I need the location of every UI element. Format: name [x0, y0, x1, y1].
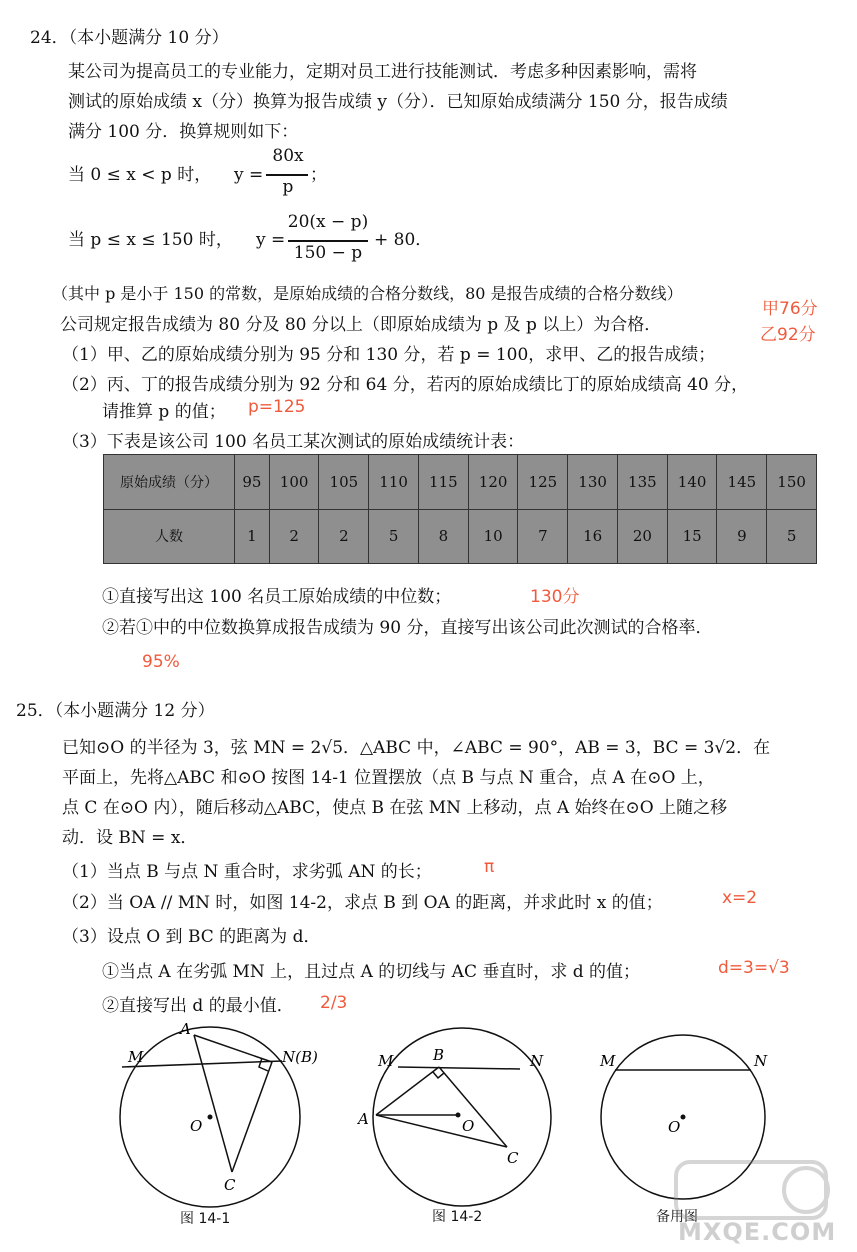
- fig2-side-ab: [376, 1067, 439, 1115]
- count-cell: 16: [568, 509, 618, 564]
- rule1-suffix: ；: [310, 165, 327, 185]
- fig2-chord-mn: [398, 1067, 520, 1069]
- fig2-label-o: O: [462, 1117, 475, 1135]
- answer-arc-length: π: [484, 857, 495, 877]
- q25-header: 25．（本小题满分 12 分）: [16, 701, 215, 721]
- fig2-label-m: M: [378, 1052, 394, 1070]
- fig2-caption: 图 14-2: [432, 1209, 483, 1225]
- count-cell: 7: [518, 509, 568, 564]
- count-cell: 15: [667, 509, 717, 564]
- fig1-label-a: A: [180, 1020, 191, 1038]
- count-cell: 8: [418, 509, 468, 564]
- fig2-label-b: B: [433, 1046, 445, 1064]
- q24-part1: （1）甲、乙的原始成绩分别为 95 分和 130 分，若 p = 100，求甲、乙的报告成绩；: [62, 345, 716, 365]
- q24-part3-sub2: ②若①中的中位数换算成报告成绩为 90 分，直接写出该公司此次测试的合格率．: [102, 618, 713, 638]
- score-cell: 120: [468, 455, 518, 510]
- fig1-label-c: C: [224, 1176, 236, 1194]
- q25-line4: 动．设 BN = x．: [62, 828, 198, 848]
- answer-d: d=3=√3: [718, 958, 790, 978]
- q25-line3: 点 C 在⊙O 内），随后移动△ABC，使点 B 在弦 MN 上移动，点 A 始终在⊙O 上随之移: [62, 798, 728, 818]
- q24-part3-sub1: ①直接写出这 100 名员工原始成绩的中位数；: [102, 587, 452, 607]
- fig2-center-dot: [456, 1113, 461, 1118]
- answer-yi: 乙92分: [760, 325, 816, 345]
- rule1-denominator: p: [282, 177, 294, 197]
- rule2-numerator: 20(x − p): [287, 212, 369, 232]
- q24-intro-line1: 某公司为提高员工的专业能力，定期对员工进行技能测试．考虑多种因素影响，需将: [68, 62, 697, 82]
- rule2-y: y =: [256, 230, 286, 250]
- fig2-side-ac: [376, 1115, 507, 1147]
- q25-line1: 已知⊙O 的半径为 3，弦 MN = 2√5．△ABC 中，∠ABC = 90°，AB = 3，BC = 3√2．在: [62, 738, 771, 758]
- score-cell: 110: [369, 455, 419, 510]
- fig1-center-dot: [208, 1115, 213, 1120]
- answer-x: x=2: [722, 888, 758, 908]
- rule2-denominator: 150 − p: [293, 243, 363, 263]
- watermark-text: MXQE.COM: [678, 1218, 837, 1246]
- score-cell: 150: [767, 455, 817, 510]
- fig3-label-n: N: [754, 1052, 768, 1070]
- count-cell: 20: [617, 509, 667, 564]
- score-row: [104, 455, 817, 510]
- fig2-right-angle-mark: [433, 1072, 444, 1078]
- score-cell: 130: [568, 455, 618, 510]
- fig2-side-bc: [439, 1067, 507, 1147]
- fig1-side-bc: [232, 1062, 272, 1172]
- q24-part3: （3）下表是该公司 100 名员工某次测试的原始成绩统计表：: [62, 432, 525, 452]
- count-row-label: 人数: [104, 509, 235, 564]
- answer-rate: 95%: [142, 652, 180, 672]
- count-cell: 5: [369, 509, 419, 564]
- watermark-logo: [656, 1158, 851, 1248]
- answer-d-min: 2/3: [320, 993, 348, 1013]
- rule1-y: y =: [234, 165, 264, 185]
- score-cell: 145: [717, 455, 767, 510]
- count-cell: 1: [235, 509, 270, 564]
- fig2-label-n: N: [530, 1052, 544, 1070]
- rule2-suffix: + 80．: [374, 230, 433, 250]
- q24-part2-line2: 请推算 p 的值；: [102, 402, 226, 422]
- count-cell: 10: [468, 509, 518, 564]
- fig1-side-ac: [194, 1035, 232, 1172]
- q24-note: （其中 p 是小于 150 的常数，是原始成绩的合格分数线，80 是报告成绩的合格分数线）: [52, 284, 683, 303]
- fig1-label-o: O: [190, 1117, 203, 1135]
- q25-part2: （2）当 OA // MN 时，如图 14-2，求点 B 到 OA 的距离，并求此时 x 的值；: [62, 893, 663, 913]
- count-cell: 2: [319, 509, 369, 564]
- q24-header: 24．（本小题满分 10 分）: [30, 28, 229, 48]
- fig3-caption: 备用图: [656, 1209, 698, 1225]
- q25-part3-sub2: ②直接写出 d 的最小值．: [102, 996, 294, 1016]
- q25-part3-sub1: ①当点 A 在劣弧 MN 上，且过点 A 的切线与 AC 垂直时，求 d 的值；: [102, 962, 641, 982]
- fig3-center-dot: [681, 1115, 686, 1120]
- rule2-condition: 当 p ≤ x ≤ 150 时，: [68, 230, 233, 250]
- score-cell: 100: [269, 455, 319, 510]
- count-row: [104, 509, 817, 564]
- fig2-label-c: C: [507, 1149, 519, 1167]
- count-cell: 9: [717, 509, 767, 564]
- score-cell: 125: [518, 455, 568, 510]
- fig1-caption: 图 14-1: [180, 1211, 231, 1227]
- score-cell: 105: [319, 455, 369, 510]
- rule2-fraction-bar: [288, 240, 368, 242]
- q25-part1: （1）当点 B 与点 N 重合时，求劣弧 AN 的长；: [62, 862, 432, 882]
- q24-intro-line3: 满分 100 分．换算规则如下：: [68, 122, 299, 142]
- q24-rule3: 公司规定报告成绩为 80 分及 80 分以上（即原始成绩为 p 及 p 以上）为合格．: [60, 315, 662, 335]
- watermark-circle-icon: [784, 1168, 828, 1212]
- count-cell: 2: [269, 509, 319, 564]
- score-cell: 140: [667, 455, 717, 510]
- count-cell: 5: [767, 509, 817, 564]
- rule1-condition: 当 0 ≤ x < p 时，: [68, 165, 212, 185]
- q24-part2-line1: （2）丙、丁的报告成绩分别为 92 分和 64 分，若丙的原始成绩比丁的原始成绩高 40 分，: [62, 375, 749, 395]
- fig2-label-a: A: [358, 1110, 369, 1128]
- score-cell: 95: [235, 455, 270, 510]
- q24-intro-line2: 测试的原始成绩 x（分）换算为报告成绩 y（分）．已知原始成绩满分 150 分，报告成绩: [68, 92, 728, 112]
- fig1-label-n: N(B): [282, 1048, 318, 1066]
- score-cell: 115: [418, 455, 468, 510]
- fig1-side-ab: [194, 1035, 272, 1062]
- fig3-label-m: M: [600, 1052, 616, 1070]
- score-table: [103, 454, 817, 564]
- rule1-numerator: 80x: [272, 146, 304, 166]
- answer-median: 130分: [530, 587, 580, 607]
- q25-part3: （3）设点 O 到 BC 的距离为 d．: [62, 927, 321, 947]
- fig1-label-m: M: [128, 1048, 144, 1066]
- answer-jia: 甲76分: [762, 299, 818, 319]
- fig3-label-o: O: [668, 1118, 681, 1136]
- answer-p: p=125: [248, 397, 306, 417]
- rule1-fraction-bar: [266, 174, 308, 176]
- score-row-label: 原始成绩（分）: [104, 455, 235, 510]
- score-cell: 135: [617, 455, 667, 510]
- q25-line2: 平面上，先将△ABC 和⊙O 按图 14-1 位置摆放（点 B 与点 N 重合，点 A 在⊙O 上，: [62, 768, 715, 788]
